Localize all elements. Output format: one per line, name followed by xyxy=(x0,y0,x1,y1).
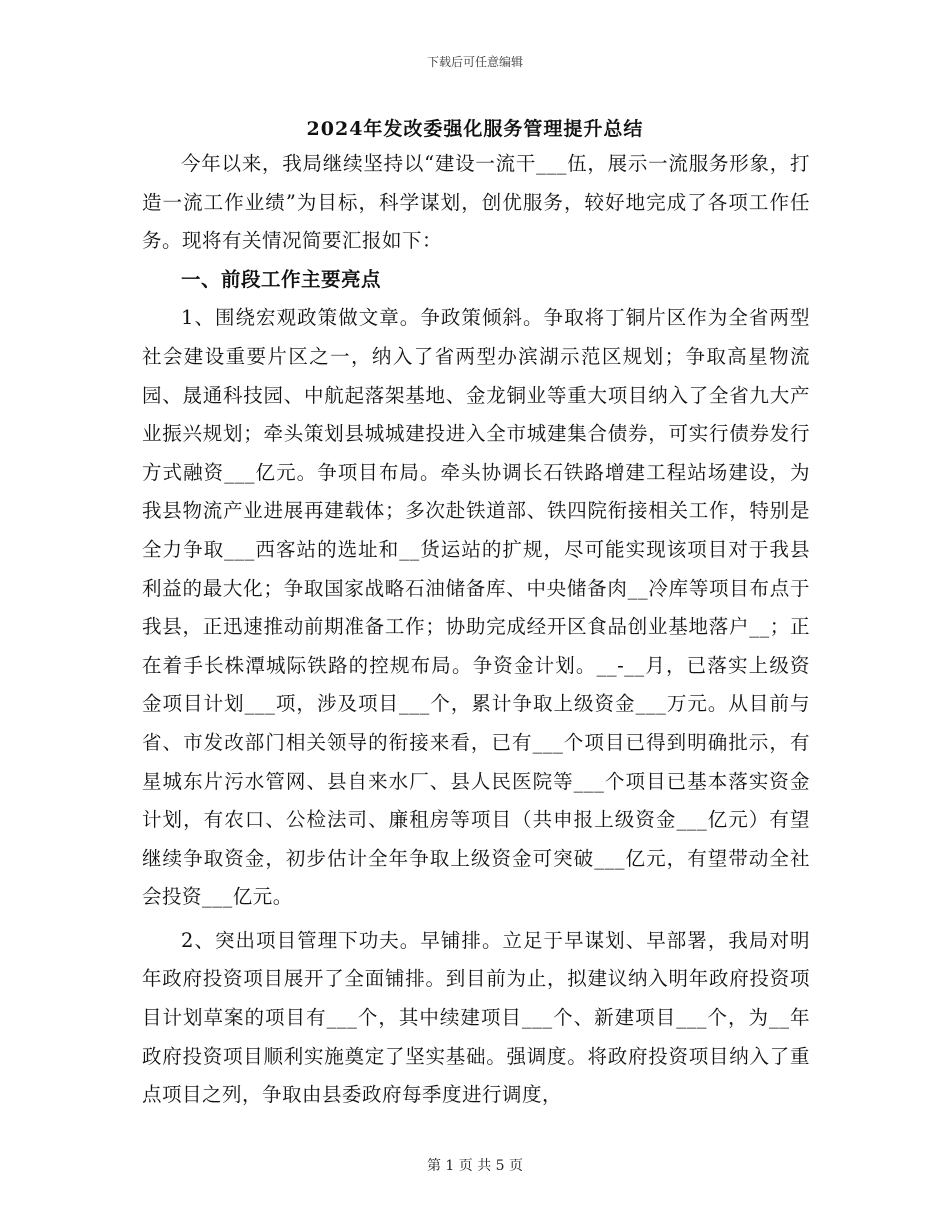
header-note: 下载后可任意编辑 xyxy=(426,55,523,69)
document-body xyxy=(142,145,810,1115)
paragraph-2: 2、突出项目管理下功夫。早铺排。立足于早谋划、早部署，我局对明年政府投资项目展开了全面铺排。到目前为止，拟建议纳入明年政府投资项目计划草案的项目有___个，其中续建项目___个、新建项目___个，为__年政府投资项目顺利实施奠定了坚实基础。强调度。将政府投资项目纳入了重点项目之列，争取由县委政府每季度进行调度， xyxy=(142,928,810,1107)
section-heading: 一、前段工作主要亮点 xyxy=(181,267,382,291)
page-footer: 第 1 页 共 5 页 xyxy=(426,1158,524,1174)
document-title: 2024年发改委强化服务管理提升总结 xyxy=(306,118,644,140)
paragraph-1: 1、围绕宏观政策做文章。争政策倾斜。争取将丁铜片区作为全省两型社会建设重要片区之一，纳入了省两型办滨湖示范区规划；争取高星物流园、晟通科技园、中航起落架基地、金龙铜业等重大项目纳入了全省九大产业振兴规划；牵头策划县城城建投进入全市城建集合债券，可实行债券发行方式融资___亿元。争项目布局。牵头协调长石铁路增建工程站场建设，为我县物流产业进展再建载体；多次赴铁道部、铁四院衔接相关工作，特别是全力争取___西客站的选址和__货运站的扩规，尽可能实现该项目对于我县利益的最大化；争取国家战略石油储备库、中央储备肉__冷库等项目布点于我县，正迅速推动前期准备工作；协助完成经开区食品创业基地落户__；正在着手长株潭城际铁路的控规布局。争资金计划。__-__月，已落实上级资金项目计划___项，涉及项目___个，累计争取上级资金___万元。从目前与省、市发改部门相关领导的衔接来看，已有___个项目已得到明确批示，有星城东片污水管网、县自来水厂、县人民医院等___个项目已基本落实资金计划，有农口、公检法司、廉租房等项目（共申报上级资金___亿元）有望继续争取资金，初步估计全年争取上级资金可突破___亿元，有望带动全社会投资___亿元。 xyxy=(142,306,810,909)
intro-paragraph: 今年以来，我局继续坚持以“建设一流干___伍，展示一流服务形象，打造一流工作业绩”为目标，科学谋划，创优服务，较好地完成了各项工作任务。现将有关情况简要汇报如下： xyxy=(142,152,810,253)
